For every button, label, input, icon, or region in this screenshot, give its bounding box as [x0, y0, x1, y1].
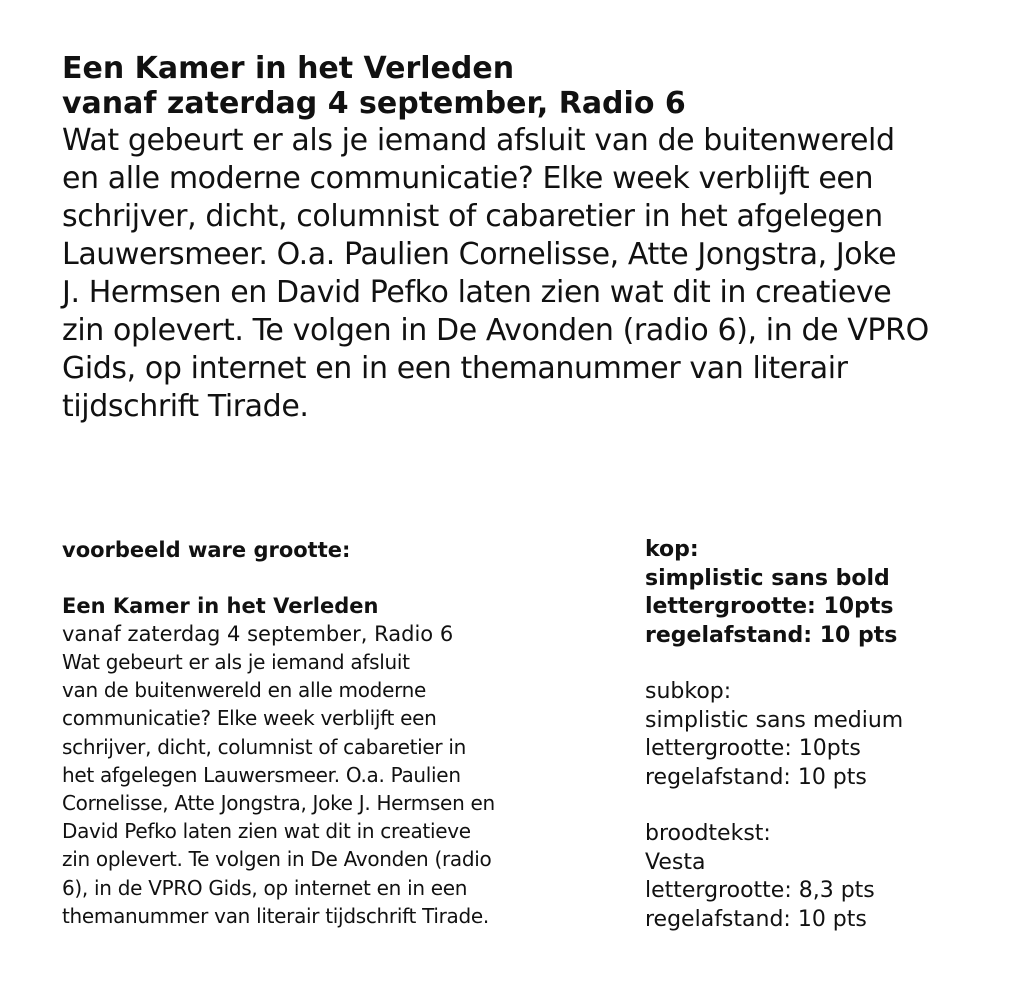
spec-broodtekst [645, 820, 1015, 934]
spec-broodtekst-size: lettergrootte: 8,3 pts [645, 878, 875, 903]
body-line: en alle moderne communicatie? Elke week verblijft een [62, 161, 874, 196]
spec-subkop [645, 678, 1015, 792]
actual-size-body-text [62, 648, 622, 930]
body-line: Gids, op internet en in een themanummer van literair [62, 351, 848, 386]
spec-subkop-label: subkop: [645, 679, 732, 704]
spec-broodtekst-label: broodtekst: [645, 821, 771, 846]
spec-kop-size: lettergrootte: 10pts [645, 594, 894, 619]
actual-size-sample [62, 536, 622, 930]
body-line: communicatie? Elke week verblijft een [62, 706, 437, 731]
body-line: van de buitenwereld en alle moderne [62, 678, 427, 703]
enlarged-body-text [62, 122, 992, 426]
actual-size-subheadline: vanaf zaterdag 4 september, Radio 6 [62, 622, 454, 646]
body-line: zin oplevert. Te volgen in De Avonden (radio [62, 847, 492, 872]
actual-size-label: voorbeeld ware grootte: [62, 538, 351, 562]
spec-kop-label: kop: [645, 537, 699, 562]
body-line: Cornelisse, Atte Jongstra, Joke J. Hermsen en [62, 791, 495, 816]
spec-kop [645, 536, 1015, 650]
spec-broodtekst-font: Vesta [645, 849, 706, 875]
enlarged-headline: Een Kamer in het Verleden [62, 51, 515, 86]
spec-broodtekst-leading: regelafstand: 10 pts [645, 906, 867, 932]
spec-kop-leading: regelafstand: 10 pts [645, 622, 898, 648]
body-line: David Pefko laten zien wat dit in creatieve [62, 819, 471, 844]
body-line: zin oplevert. Te volgen in De Avonden (radio 6), in de VPRO [62, 313, 929, 348]
body-line: Lauwersmeer. O.a. Paulien Cornelisse, Atte Jongstra, Joke [62, 237, 897, 272]
spec-kop-font: simplistic sans bold [645, 565, 890, 591]
body-line: 6), in de VPRO Gids, op internet en in een [62, 875, 468, 900]
enlarged-sample [62, 52, 992, 426]
spec-subkop-size: lettergrootte: 10pts [645, 736, 861, 761]
actual-size-headline: Een Kamer in het Verleden [62, 594, 379, 618]
body-line: het afgelegen Lauwersmeer. O.a. Paulien [62, 762, 461, 787]
body-line: Wat gebeurt er als je iemand afsluit van de buitenwereld [62, 123, 895, 158]
enlarged-subheadline: vanaf zaterdag 4 september, Radio 6 [62, 86, 686, 121]
body-line: Wat gebeurt er als je iemand afsluit [62, 650, 410, 674]
typography-specs [645, 536, 1015, 962]
spec-subkop-leading: regelafstand: 10 pts [645, 764, 867, 790]
spec-subkop-font: simplistic sans medium [645, 707, 904, 733]
body-line: tijdschrift Tirade. [62, 389, 309, 424]
body-line: schrijver, dicht, columnist of cabaretier in [62, 734, 467, 759]
body-line: themanummer van literair tijdschrift Tirade. [62, 903, 489, 928]
body-line: J. Hermsen en David Pefko laten zien wat dit in creatieve [62, 275, 892, 310]
body-line: schrijver, dicht, columnist of cabaretier in het afgelegen [62, 199, 883, 234]
